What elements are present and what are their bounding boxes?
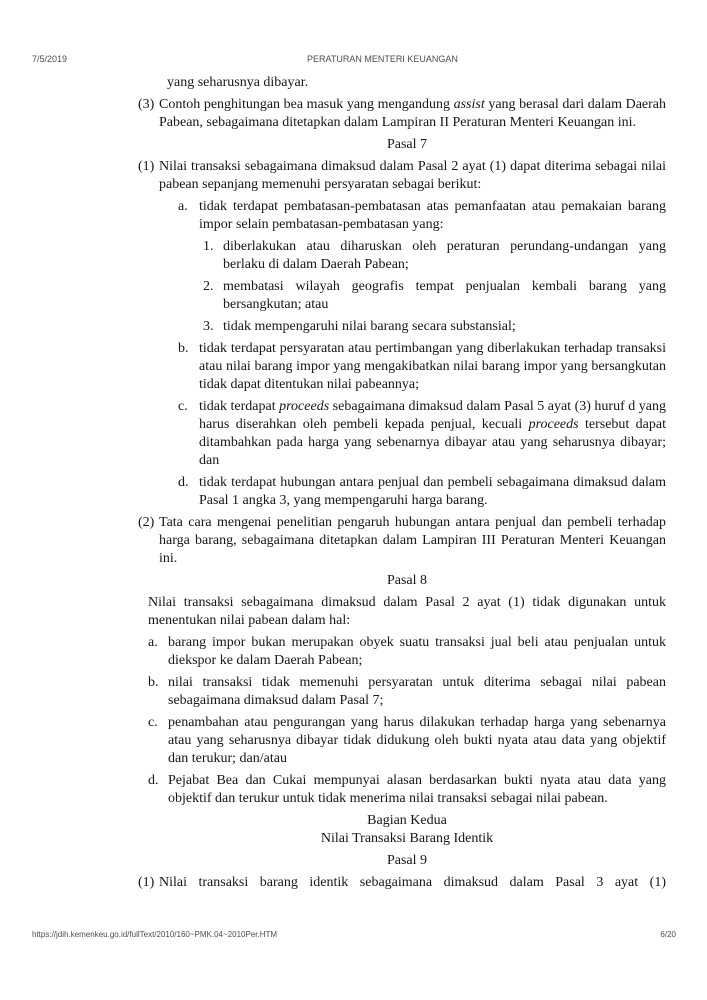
list-item-angka-3	[203, 318, 666, 336]
list-marker: a.	[148, 635, 158, 650]
heading-pasal-9	[148, 852, 666, 870]
list-item-pasal8-c	[148, 714, 666, 768]
list-marker: b.	[178, 341, 189, 356]
list-item-text	[223, 318, 666, 336]
list-item-pasal9-ayat-1	[138, 874, 666, 892]
italic-text: proceeds	[279, 399, 330, 414]
list-item-text	[159, 514, 666, 568]
list-marker: (1)	[138, 159, 155, 174]
text-segment: tidak mempengaruhi nilai barang secara substansial;	[223, 319, 516, 334]
list-item-huruf-d	[178, 474, 666, 510]
list-item-text	[223, 278, 666, 314]
print-header-date: 7/5/2019	[32, 54, 68, 64]
list-item-text	[159, 158, 666, 194]
text-segment: Pasal 9	[386, 853, 428, 868]
text-segment: tersebut dapat ditambahkan pada harga yang sebenarnya dibayar atau yang seharusnya dibayar; dan	[199, 417, 666, 468]
text-segment: penambahan atau pengurangan yang harus dilakukan terhadap harga yang sebenarnya atau yang seharusnya dibayar tidak didukung oleh bukti nyata atau data yang objektif dan terukur; dan/atau	[168, 715, 666, 766]
list-item-text	[159, 874, 666, 892]
text-segment: Pejabat Bea dan Cukai mempunyai alasan berdasarkan bukti nyata atau data yang objektif dan terukur untuk tidak menerima nilai transaksi sebagai nilai pabean.	[168, 773, 666, 806]
list-item-ayat-3	[138, 96, 666, 132]
list-item-ayat-1	[138, 158, 666, 194]
text-segment: barang impor bukan merupakan obyek suatu transaksi jual beli atau penjualan untuk diekspor ke dalam Daerah Pabean;	[168, 635, 666, 668]
list-item-pasal8-d	[148, 772, 666, 808]
text-segment: diberlakukan atau diharuskan oleh peraturan perundang-undangan yang berlaku di dalam Daerah Pabean;	[223, 239, 666, 272]
list-marker: 1.	[203, 239, 214, 254]
text-segment: yang berasal dari dalam Daerah Pabean, sebagaimana ditetapkan dalam Lampiran II Peraturan Menteri Keuangan ini.	[159, 97, 666, 130]
list-item-pasal8-b	[148, 674, 666, 710]
list-marker: c.	[148, 715, 158, 730]
list-item-huruf-c	[178, 398, 666, 470]
text-segment: Nilai transaksi sebagaimana dimaksud dalam Pasal 2 ayat (1) tidak digunakan untuk menentukan nilai pabean dalam hal:	[148, 595, 666, 628]
text-segment: Pasal 7	[386, 137, 428, 152]
text-segment: Tata cara mengenai penelitian pengaruh hubungan antara penjual dan pembeli terhadap harga barang, sebagaimana ditetapkan dalam Lampiran III Peraturan Menteri Keuangan ini.	[159, 515, 666, 566]
text-segment: membatasi wilayah geografis tempat penjualan kembali barang yang bersangkutan; atau	[223, 279, 666, 312]
list-item-text	[223, 238, 666, 274]
list-marker: (3)	[138, 97, 155, 112]
list-item-huruf-a	[178, 198, 666, 234]
list-item-huruf-b	[178, 340, 666, 394]
heading-line: Nilai Transaksi Barang Identik	[320, 831, 494, 846]
list-marker: d.	[148, 773, 159, 788]
list-item-text	[199, 198, 666, 234]
heading-line: Bagian Kedua	[367, 813, 447, 828]
list-marker: 2.	[203, 279, 214, 294]
print-footer-page-number: 6/20	[660, 930, 676, 939]
list-item-text	[168, 714, 666, 768]
list-marker: c.	[178, 399, 188, 414]
text-segment: tidak terdapat persyaratan atau pertimbangan yang diberlakukan terhadap transaksi atau nilai barang impor yang mengakibatkan nilai barang impor yang bersangkutan tidak dapat ditentukan nilai pabeannya;	[199, 341, 666, 392]
text-segment: nilai transaksi tidak memenuhi persyaratan untuk diterima sebagai nilai pabean sebagaimana dimaksud dalam Pasal 7;	[168, 675, 666, 708]
list-item-text	[168, 674, 666, 710]
text-segment: Contoh penghitungan bea masuk yang mengandung	[159, 97, 454, 112]
paragraph-continuation	[167, 74, 666, 92]
list-item-text	[199, 340, 666, 394]
list-item-text	[168, 772, 666, 808]
heading-pasal-8	[148, 572, 666, 590]
text-segment: sebagaimana dimaksud dalam Pasal 5 ayat (3) huruf d yang harus diserahkan oleh pembeli kepada penjual, kecuali	[199, 399, 667, 432]
list-item-text	[199, 398, 666, 470]
heading-pasal-7	[148, 136, 666, 154]
print-header-title: PERATURAN MENTERI KEUANGAN	[307, 54, 458, 64]
list-marker: d.	[178, 475, 189, 490]
list-marker: (2)	[138, 515, 155, 530]
italic-text: proceeds	[528, 417, 579, 432]
list-item-text	[199, 474, 666, 510]
list-item-ayat-2	[138, 514, 666, 568]
italic-text: assist	[453, 97, 485, 112]
list-item-text	[168, 634, 666, 670]
list-item-angka-1	[203, 238, 666, 274]
list-item-text	[159, 96, 666, 132]
document-body	[0, 70, 707, 892]
print-footer-url: https://jdih.kemenkeu.go.id/fullText/2010/160~PMK.04~2010Per.HTM	[32, 930, 278, 939]
list-item-angka-2	[203, 278, 666, 314]
list-marker: (1)	[138, 875, 155, 890]
heading-bagian-kedua	[148, 812, 666, 848]
text-segment: tidak terdapat pembatasan-pembatasan atas pemanfaatan atau pemakaian barang impor selain pembatasan-pembatasan yang:	[199, 199, 666, 232]
list-item-pasal8-a	[148, 634, 666, 670]
list-marker: 3.	[203, 319, 214, 334]
list-marker: a.	[178, 199, 188, 214]
text-segment: Nilai transaksi sebagaimana dimaksud dalam Pasal 2 ayat (1) dapat diterima sebagai nilai pabean sepanjang memenuhi persyaratan sebagai berikut:	[159, 159, 666, 192]
text-segment: tidak terdapat	[199, 399, 280, 414]
text-segment: Pasal 8	[386, 573, 428, 588]
text-segment: Nilai transaksi barang identik sebagaimana dimaksud dalam Pasal 3 ayat (1)	[159, 875, 666, 890]
text-segment: tidak terdapat hubungan antara penjual dan pembeli sebagaimana dimaksud dalam Pasal 1 angka 3, yang mempengaruhi harga barang.	[199, 475, 666, 508]
list-marker: b.	[148, 675, 159, 690]
text-segment: yang seharusnya dibayar.	[167, 75, 309, 90]
paragraph-pasal-8-intro	[148, 594, 666, 630]
